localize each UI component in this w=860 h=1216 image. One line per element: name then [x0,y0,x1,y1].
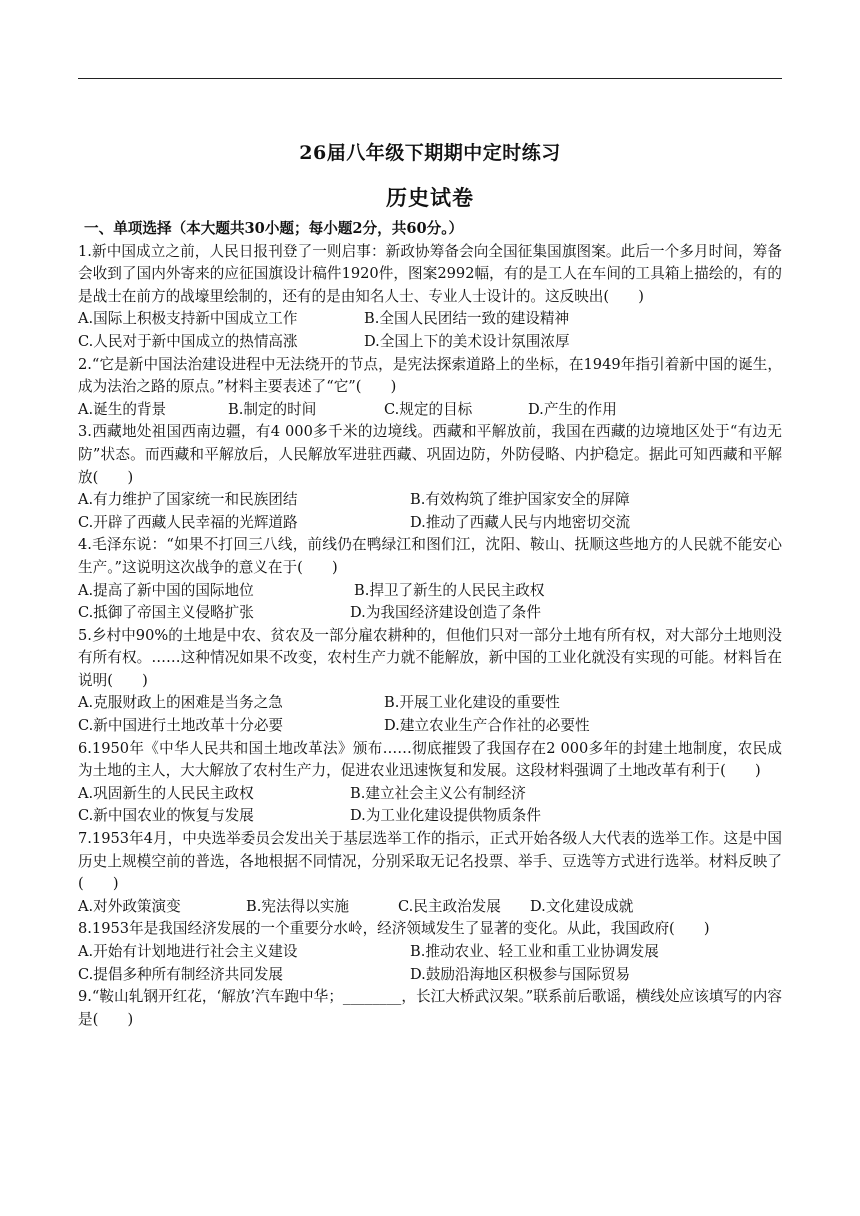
option-a: A.开始有计划地进行社会主义建设 [78,943,298,960]
option-c: C.人民对于新中国成立的热情高涨 [78,332,298,350]
option-b: B.有效构筑了维护国家安全的屏障 [410,491,630,509]
option-d: D.鼓励沿海地区积极参与国际贸易 [410,965,631,983]
option-d: D.为我国经济建设创造了条件 [350,604,541,622]
option-a: A.国际上积极支持新中国成立工作 [78,310,298,328]
option-a: A.提高了新中国的国际地位 [78,581,254,599]
option-c: C.开辟了西藏人民幸福的光辉道路 [78,513,298,531]
option-row [78,602,782,625]
option-row [78,512,782,535]
option-d: D.全国上下的美术设计氛围浓厚 [364,332,570,350]
option-a: A.有力维护了国家统一和民族团结 [78,491,298,509]
option-row [78,308,782,331]
option-b: B.开展工业化建设的重要性 [384,694,560,712]
option-row [78,399,782,422]
option-row [78,580,782,603]
option-d: D.产生的作用 [528,400,617,418]
option-a: A.诞生的背景 [78,400,167,418]
option-c: C.新中国进行土地改革十分必要 [78,717,284,735]
option-c: C.抵御了帝国主义侵略扩张 [78,604,254,622]
option-row [78,715,782,738]
option-d: D.文化建设成就 [530,897,634,915]
option-row [78,941,782,964]
question-stem: 8.1953年是我国经济发展的一个重要分水岭，经济领域发生了显著的变化。从此，我国政府( ) [78,920,710,938]
option-a: A.克服财政上的困难是当务之急 [78,694,283,712]
option-row [78,805,782,828]
question-stem: 9.“鞍山轧钢开红花，‘解放’汽车跑中华；________，长江大桥武汉架。”联系前后歌谣，横线处应该填写的内容是( ) [78,988,782,1028]
option-c: C.提倡多种所有制经济共同发展 [78,965,284,983]
section-heading: 一、单项选择（本大题共30小题；每小题2分，共60分。） [84,220,464,237]
option-c: C.民主政治发展 [398,897,501,915]
option-b: B.制定的时间 [228,400,317,418]
option-d: D.建立农业生产合作社的必要性 [384,717,590,735]
option-a: A.对外政策演变 [78,897,181,915]
option-row [78,489,782,512]
question-stem: 3.西藏地处祖国西南边疆，有4 000多千米的边境线。西藏和平解放前，我国在西藏的边境地区处于“有边无防”状态。而西藏和平解放后，人民解放军进驻西藏、巩固边防，外防侵略、内护稳定。据此可知西藏和平解放( ) [78,423,782,486]
option-b: B.宪法得以实施 [246,897,349,915]
option-b: B.推动农业、轻工业和重工业协调发展 [410,943,659,960]
option-d: D.为工业化建设提供物质条件 [350,807,541,825]
option-row [78,964,782,987]
option-a: A.巩固新生的人民民主政权 [78,784,254,802]
question-stem: 7.1953年4月，中央选举委员会发出关于基层选举工作的指示，正式开始各级人大代表的选举工作。这是中国历史上规模空前的普选，各地根据不同情况，分别采取无记名投票、举手、豆选等方式进行选举。材料反映了( ) [78,830,782,893]
question-stem: 1.新中国成立之前，人民日报刊登了一则启事：新政协筹备会向全国征集国旗图案。此后一个多月时间，筹备会收到了国内外寄来的应征国旗设计稿件1920件，图案2992幅，有的是工人在车间的工具箱上描绘的，有的是战士在前方的战壕里绘制的，还有的是由知名人士、专业人士设计的。这反映出( ) [78,242,782,305]
option-d: D.推动了西藏人民与内地密切交流 [410,513,631,531]
question-stem: 4.毛泽东说：“如果不打回三八线，前线仍在鸭绿江和图们江，沈阳、鞍山、抚顺这些地方的人民就不能安心生产。”这说明这次战争的意义在于( ) [78,536,782,576]
option-row [78,692,782,715]
question-stem: 2.“它是新中国法治建设进程中无法绕开的节点，是宪法探索道路上的坐标，在1949年指引着新中国的诞生，成为法治之路的原点。”材料主要表述了“它”( ) [78,355,782,396]
exam-title: 26届八年级下期期中定时练习 [299,142,561,164]
option-row [78,783,782,806]
option-b: B.建立社会主义公有制经济 [350,784,526,802]
exam-subtitle: 历史试卷 [386,185,474,210]
option-b: B.全国人民团结一致的建设精神 [364,310,570,328]
option-c: C.新中国农业的恢复与发展 [78,807,254,825]
question-stem: 5.乡村中90%的土地是中农、贫农及一部分雇农耕种的，但他们只对一部分土地有所有权，对大部分土地则没有所有权。……这种情况如果不改变，农村生产力就不能解放，新中国的工业化就没有实现的可能。材料旨在说明( ) [78,626,782,689]
header-rule [78,78,782,79]
option-b: B.捍卫了新生的人民民主政权 [354,581,545,599]
exam-content [78,218,782,1031]
question-stem: 6.1950年《中华人民共和国土地改革法》颁布……彻底摧毁了我国存在2 000多年的封建土地制度，农民成为土地的主人，大大解放了农村生产力，促进农业迅速恢复和发展。这段材料强调了土地改革有利于( ) [78,739,782,780]
option-row [78,896,782,919]
option-row [78,331,782,354]
option-c: C.规定的目标 [384,400,473,418]
